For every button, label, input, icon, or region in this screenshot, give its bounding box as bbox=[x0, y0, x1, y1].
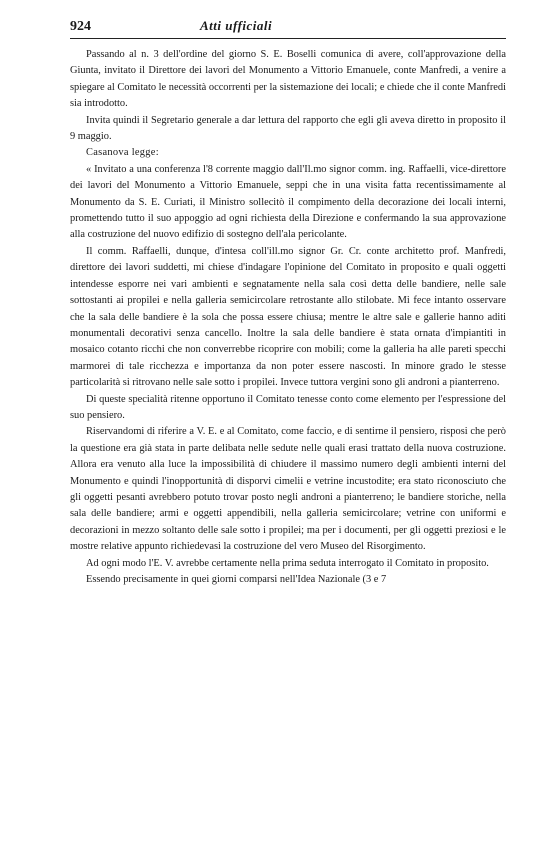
paragraph: Passando al n. 3 dell'ordine del giorno S. E. Boselli comunica di avere, coll'approvazione della Giunta, invitato il Direttore dei lavori del Monumento a Vittorio Emanuele, conte Manfredi, a venire a spiegare al Comitato le necessità occorrenti per la sistemazione dei locali; e chiede che il conte Manfredi sia introdotto. bbox=[70, 49, 506, 110]
paragraph: Ad ogni modo l'E. V. avrebbe certamente nella prima seduta interrogato il Comitato in proposito. bbox=[86, 557, 489, 569]
paragraph: Riservandomi di riferire a V. E. e al Comitato, come faccio, e di sentirne il pensiero, risposi che però la questione era già stata in parte delibata nelle sedute nelle quali erasi trattato della nuova costruzione. Allora era venuto alla luce la impossibilità di chiudere il massimo numero degli ambienti interni del Monumento e quindi l'inopportunità di disporvi cimelii e vetrine incustodite; era stato riconosciuto che gli oggetti pesanti avrebbero potuto trovar posto negli androni a pianterreno; le bandiere storiche, nella sala delle bandiere; armi e oggetti appendibili, nella galleria semicircolare; vetrine con uniformi e decorazioni in mezzo soltanto delle sale sotto i propilei; ma per i documenti, per gli oggetti preziosi e le mostre relative appunto richiedevasi la costruzione del vero Museo del Risorgimento. bbox=[70, 426, 506, 553]
page-number: 924 bbox=[70, 19, 91, 34]
paragraph: « Invitato a una conferenza l'8 corrente maggio dall'Il.mo signor comm. ing. Raffaelli, vice-direttore dei lavori del Monumento a Vittorio Emanuele, seppi che in una visita fatta recentissimamente al Monumento da S. E. Curiati, il Ministro sollecitò il compimento della decorazione dei locali interni, promettendo tutto il suo appoggio ad ogni richiesta della Direzione e confermando la sua approvazione alla costruzione del nuovo edifizio di sostegno dell'ala pericolante. bbox=[70, 163, 506, 241]
paragraph: Invita quindi il Segretario generale a dar lettura del rapporto che egli gli aveva diretto in proposito il 9 maggio. bbox=[70, 114, 506, 143]
body-text bbox=[70, 47, 506, 588]
speaker-line: Casanova legge: bbox=[86, 147, 159, 159]
page-header bbox=[70, 18, 506, 39]
running-title: Atti ufficiali bbox=[200, 18, 273, 33]
paragraph: Il comm. Raffaelli, dunque, d'intesa coll'ill.mo signor Gr. Cr. conte architetto prof. Manfredi, direttore dei lavori suddetti, mi chiese d'indagare l'opinione del Comitato in proposito e quali oggetti intendesse esporre nei vari ambienti e segnatamente nella sala così detta delle bandiere, nelle sale sottostanti ai propilei e nella galleria semicircolare retrostante allo stilobate. Mi fece intanto osservare che la sala delle bandiere è la sola che possa essere chiusa; mentre le altre sale e gallerie hanno aditi monumentali decorativi senza cancello. Inoltre la sala delle bandiere è stata ornata d'impiantiti in mosaico cotanto ricchi che non converrebbe ricoprire con mobili; come la galleria ha alle pareti specchi marmorei di tale ricchezza e importanza da non poter essere nascosti. In minore grado le stesse particolarità si ritrovano nelle sale sotto i propilei. Invece tuttora vergini sono gli androni a pianterreno. bbox=[70, 245, 506, 389]
paragraph: Essendo precisamente in quei giorni comparsi nell'Idea Nazionale (3 e 7 bbox=[86, 574, 387, 585]
paragraph: Di queste specialità ritenne opportuno il Comitato tenesse conto come elemento per l'espressione del suo pensiero. bbox=[70, 393, 506, 421]
